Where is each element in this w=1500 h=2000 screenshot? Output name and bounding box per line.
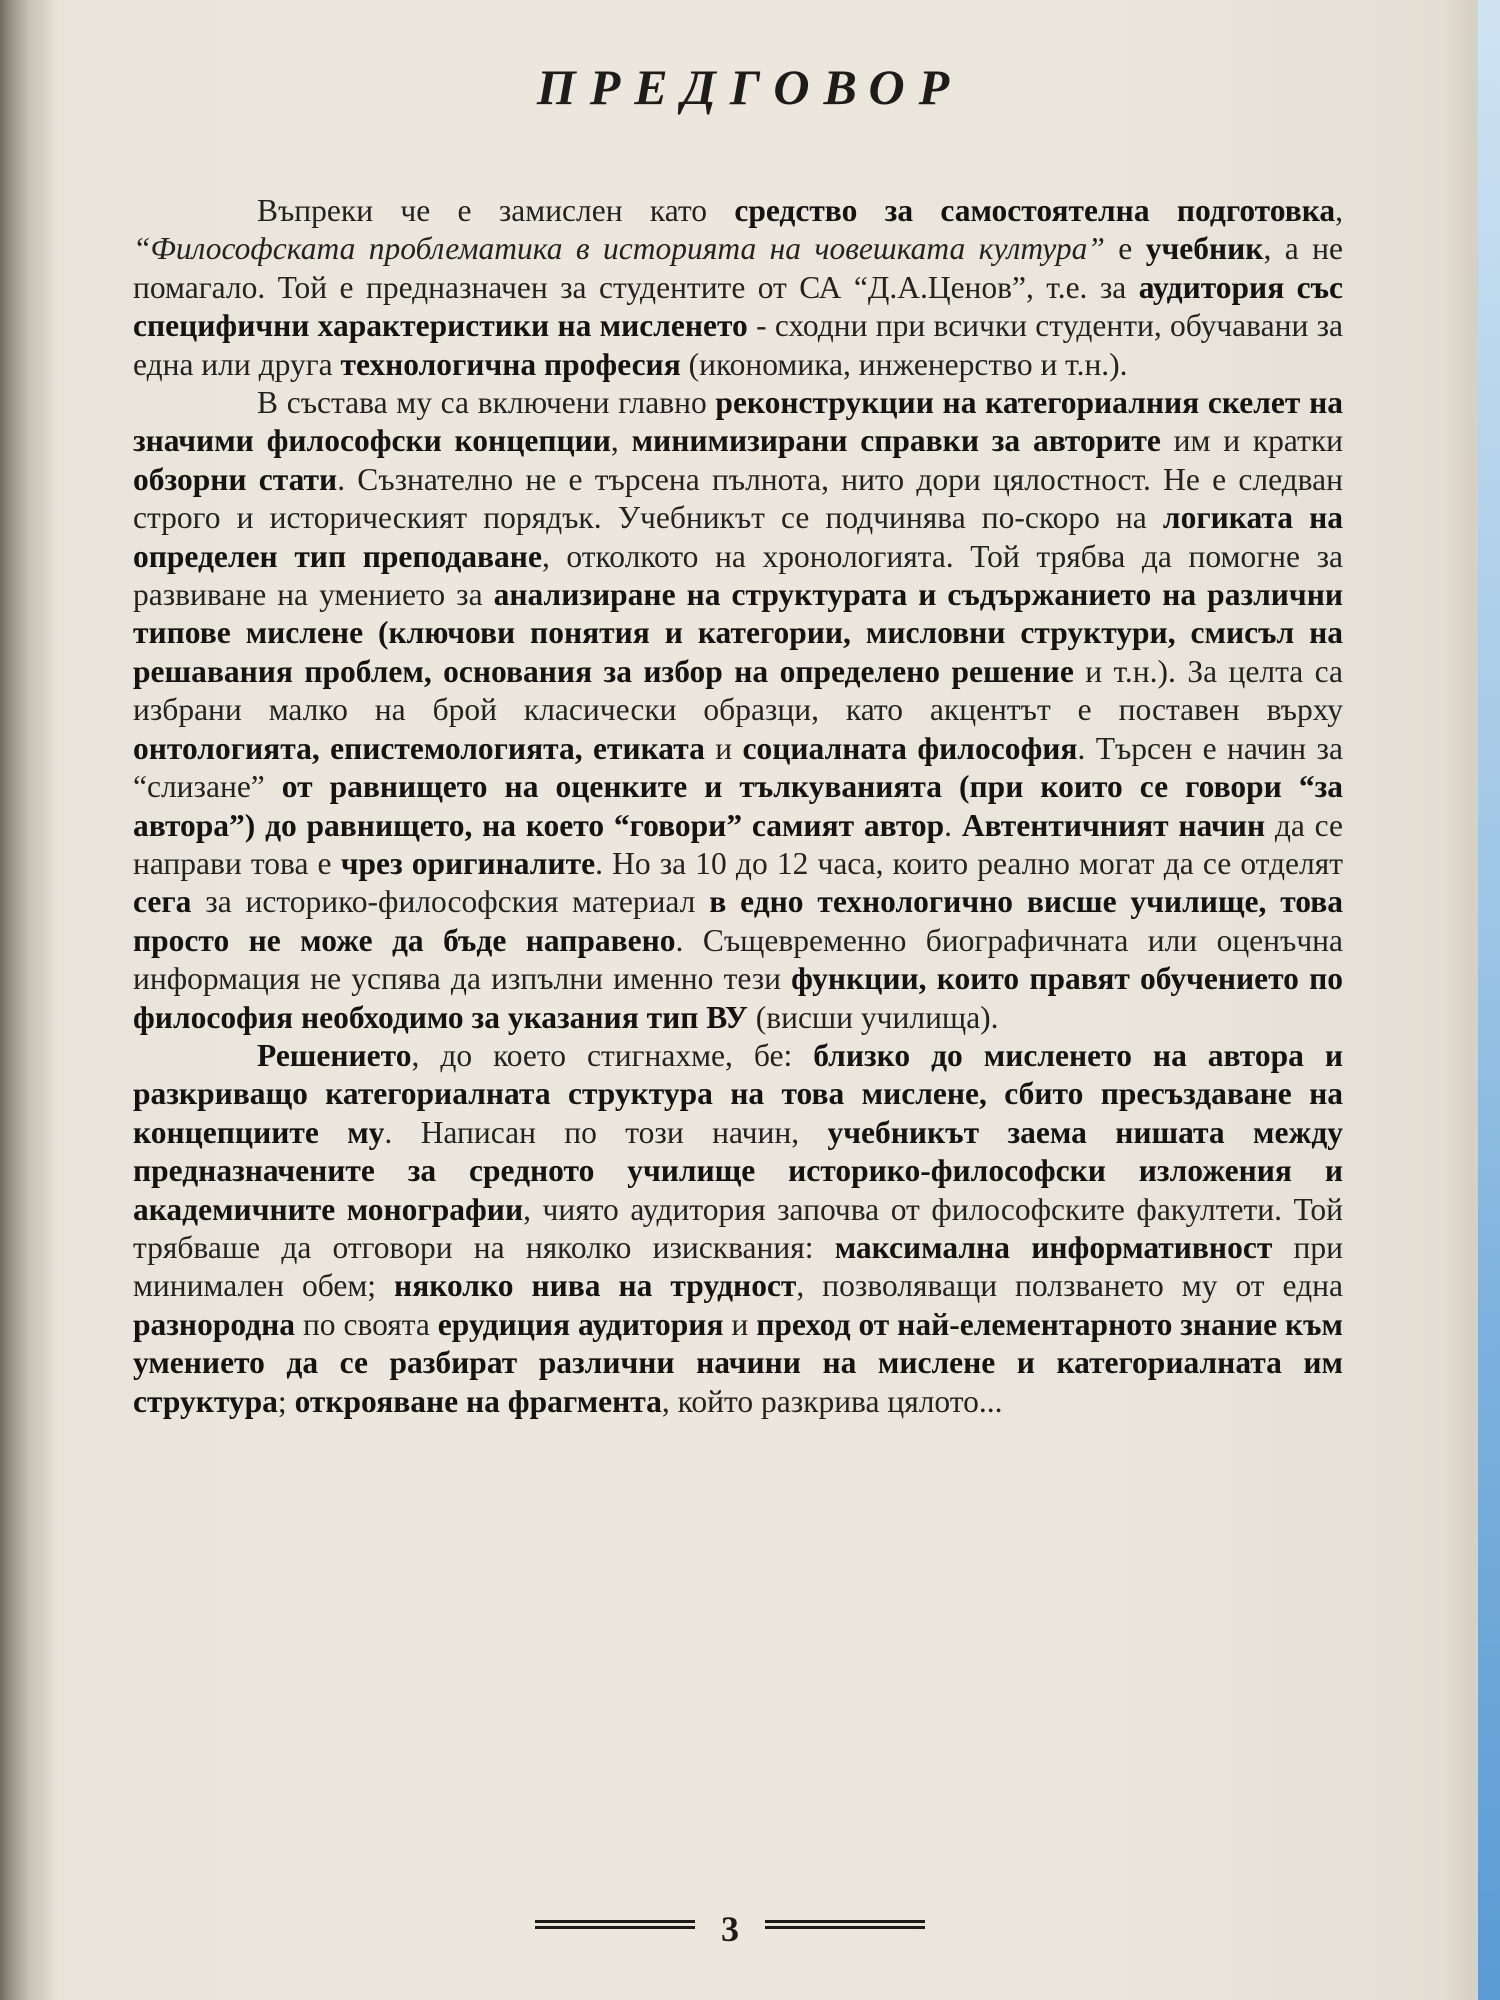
footer-rule-left xyxy=(535,1920,695,1938)
text-run: ; xyxy=(277,1383,295,1419)
text-run: В състава му са включени главно xyxy=(257,385,716,421)
text-run: за историко-философския материал xyxy=(191,884,710,920)
bold-text-run: технологична професия xyxy=(340,346,681,382)
italic-text-run: “Философската проблематика в историята на човешката култура” xyxy=(133,231,1105,267)
footer-rule-right xyxy=(765,1920,925,1938)
bold-text-run: близко до мисленето на автора и разкриващо категориалната структура на това мислене, сбито пресъздаване на концепциите му xyxy=(133,1037,1343,1150)
text-run: , чиято аудитория започва от философските факултети. Той трябваше да отговори на няколко изисквания: xyxy=(133,1191,1343,1265)
text-run: . Но за 10 до 12 часа, които реално могат да се отделят xyxy=(595,845,1344,881)
page-edge xyxy=(1478,0,1500,2000)
bold-text-run: разнородна xyxy=(133,1306,296,1342)
bold-text-run: обзорни стати xyxy=(133,461,338,497)
text-run: . Съзнателно не е търсена пълнота, нито дори цялостност. Не е следван строго и историческият порядък. Учебникът се подчинява по-скоро на xyxy=(133,461,1343,536)
text-run: . Същевременно биографичната или оценъчна информация не успява да изпълни именно тези xyxy=(133,922,1343,997)
text-run: и xyxy=(723,1306,757,1342)
text-run: при минимален обем; xyxy=(133,1229,1343,1304)
text-run: е xyxy=(1104,231,1146,267)
bold-text-run: от равнището на оценките и тълкуванията (при които се говори “за автора”) до равнището, на което “говори” самият автор xyxy=(133,769,1343,843)
text-run: и xyxy=(704,730,743,766)
text-run: Въпреки че е замислен като xyxy=(257,193,735,228)
bold-text-run: аудитория със специфични характеристики на мисленето xyxy=(133,269,1343,344)
text-run: , xyxy=(1335,193,1344,228)
bold-text-run: Решението xyxy=(257,1037,412,1073)
text-run: , до което стигнахме, бе: xyxy=(411,1037,814,1073)
bold-text-run: сега xyxy=(133,884,192,920)
paragraph-1 xyxy=(133,192,1343,384)
text-run: и т.н.). За целта са избрани малко на брой класически образци, като акцентът е поставен върху xyxy=(133,653,1343,728)
text-run: , който разкрива цялото... xyxy=(661,1383,1003,1419)
text-run: , позволяващи ползването му от една xyxy=(796,1268,1343,1304)
bold-text-run: средство за самостоятелна подготовка xyxy=(734,193,1336,228)
bold-text-run: учебникът заема нишата между предназначените за средното училище историко-философски изложения и академичните монографии xyxy=(133,1114,1343,1227)
text-run: . Написан по този начин, xyxy=(384,1114,828,1150)
binding-shadow xyxy=(0,0,55,2000)
bold-text-run: учебник xyxy=(1145,231,1264,267)
text-run: (висши училища). xyxy=(747,999,999,1035)
paragraph-2 xyxy=(133,384,1343,1037)
bold-text-run: социалната философия xyxy=(742,730,1078,766)
text-run: , а не помагало. Той е предназначен за студентите от СА “Д.А.Ценов”, т.е. за xyxy=(133,231,1344,305)
bold-text-run: минимизирани справки за авторите xyxy=(631,423,1161,459)
text-run: . xyxy=(944,807,962,843)
bold-text-run: онтологията, епистемологията, етиката xyxy=(133,730,705,766)
bold-text-run: логиката на определен тип преподаване xyxy=(133,500,1343,574)
bold-text-run: чрез оригиналите xyxy=(340,845,596,881)
page-number: 3 xyxy=(721,1909,739,1949)
text-run: им и кратки xyxy=(1160,423,1344,459)
bold-text-run: открояване на фрагмента xyxy=(294,1383,662,1419)
bold-text-run: ерудиция аудитория xyxy=(437,1306,724,1342)
text-run: да се направи това е xyxy=(133,807,1344,881)
page-footer xyxy=(535,1908,925,1948)
bold-text-run: преход от най-елементарното знание към умението да се разбират различни начини на мислене и категориалната им структура xyxy=(133,1306,1343,1419)
text-run: - сходни при всички студенти, обучавани за една или друга xyxy=(133,308,1343,382)
page-title: ПРЕДГОВОР xyxy=(536,59,964,115)
text-run: , отколкото на хронологията. Той трябва да помогне за развиване на умението за xyxy=(133,538,1343,613)
text-run: . Търсен е начин за “слизане” xyxy=(133,730,1343,805)
bold-text-run: анализиране на структурата и съдържанието на различни типове мислене (ключови понятия и категории, мисловни структури, смисъл на решавания проблем, основания за избор на определено решение xyxy=(133,577,1343,689)
bold-text-run: Автентичният начин xyxy=(961,807,1266,843)
bold-text-run: няколко нива на трудност xyxy=(394,1268,797,1304)
text-run: , xyxy=(610,423,632,459)
preface-body xyxy=(133,192,1343,1421)
bold-text-run: в едно технологично висше училище, това просто не може да бъде направено xyxy=(133,884,1343,958)
text-run: (икономика, инженерство и т.н.). xyxy=(680,346,1128,382)
bold-text-run: максимална информативност xyxy=(834,1229,1273,1265)
bold-text-run: функции, които правят обучението по философия необходимо за указания тип ВУ xyxy=(133,961,1343,1035)
paragraph-3 xyxy=(133,1037,1343,1421)
text-run: по своята xyxy=(295,1306,438,1342)
bold-text-run: реконструкции на категориалния скелет на значими философски концепции xyxy=(133,385,1343,459)
